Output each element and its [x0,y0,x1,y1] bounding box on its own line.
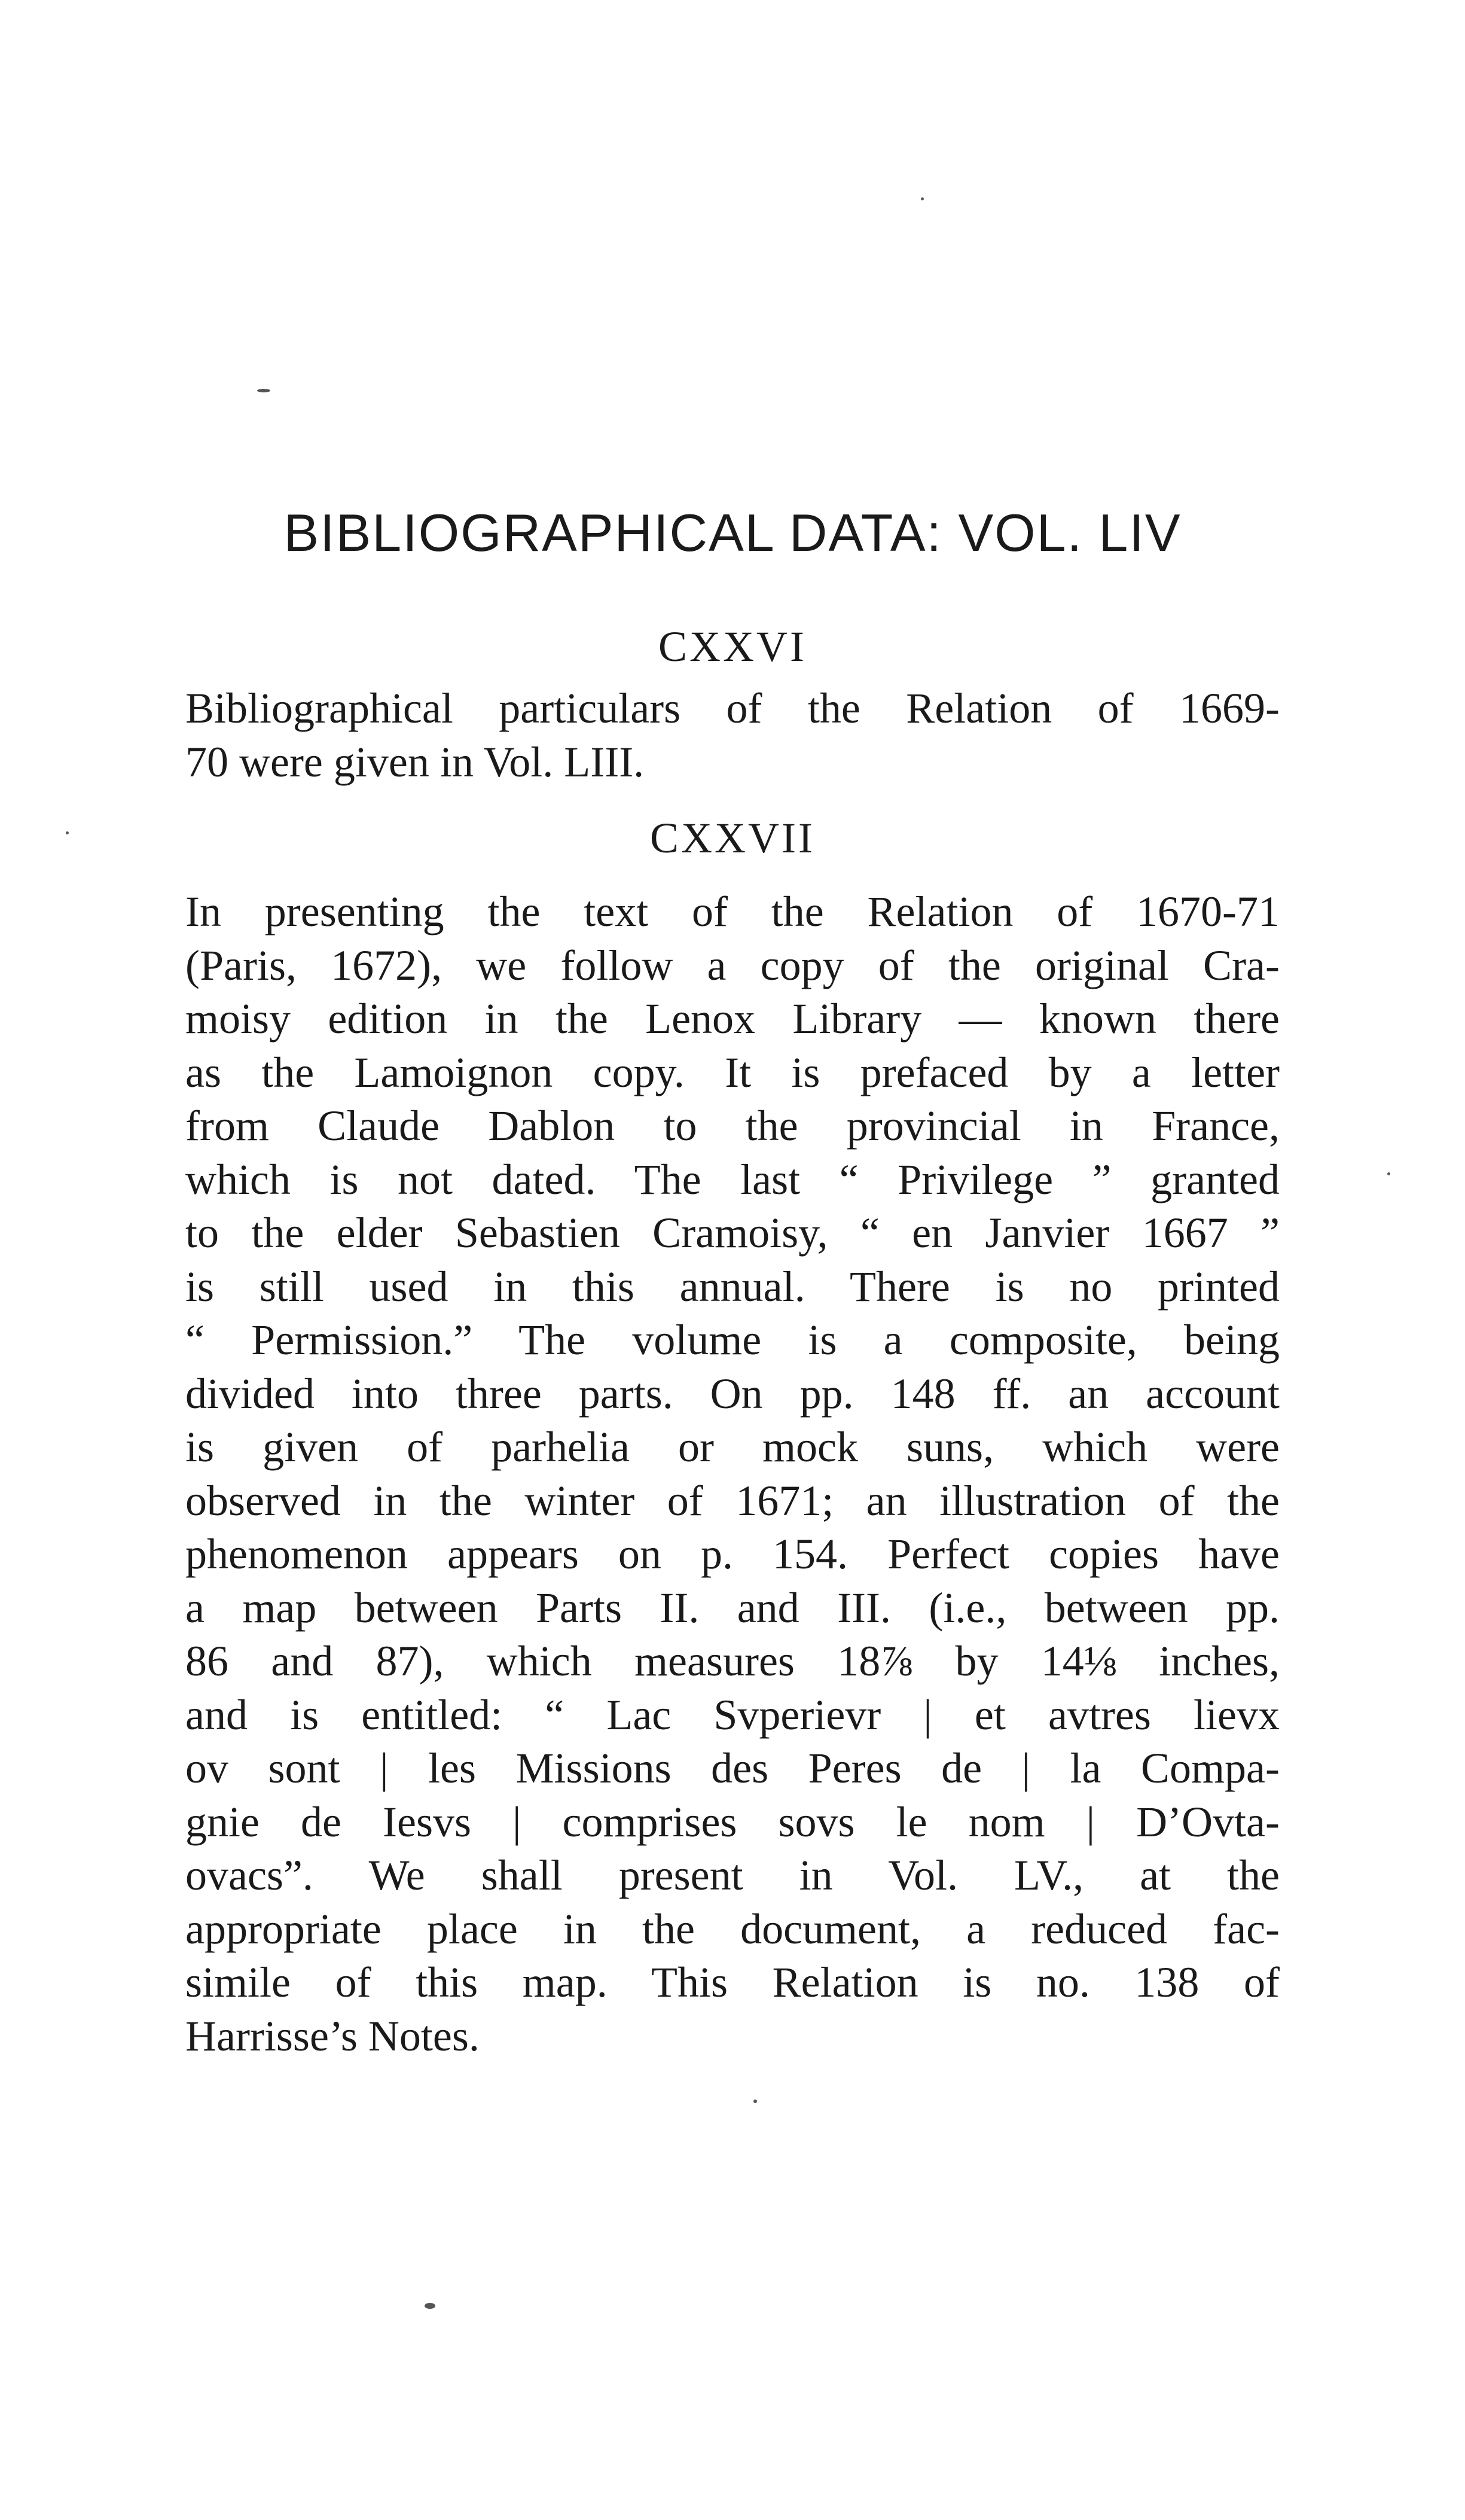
text-line: moisy edition in the Lenox Library — known there [185,995,1280,1043]
text-line: from Claude Dablon to the provincial in France, [185,1102,1280,1150]
text-line: appropriate place in the document, a reduced fac- [185,1905,1280,1953]
text-line: simile of this map. This Relation is no. 138 of [185,1958,1280,2006]
text-line: divided into three parts. On pp. 148 ff. an account [185,1369,1280,1418]
text-line: Bibliographical particulars of the Relation of 1669- [185,684,1280,732]
text-line: a map between Parts II. and III. (i.e., between pp. [185,1583,1280,1632]
scan-speck [921,197,924,200]
text-line: to the elder Sebastien Cramoisy, “ en Janvier 1667 ” [185,1209,1280,1257]
page-title: BIBLIOGRAPHICAL DATA: VOL. LIV [283,503,1182,562]
section-paragraph-cxxvi [185,682,1280,789]
text-line: In presenting the text of the Relation of 1670-71 [185,888,1280,936]
scan-speck [753,2100,757,2103]
section-heading-cxxvi: CXXVI [658,623,807,671]
scan-speck [66,831,69,834]
scan-speck [1387,1172,1390,1175]
text-line: 86 and 87), which measures 18⅞ by 14⅛ inches, [185,1637,1280,1685]
text-line: phenomenon appears on p. 154. Perfect copies have [185,1530,1280,1578]
text-line: Harrisse’s Notes. [185,2012,480,2060]
text-line: ov sont | les Missions des Peres de | la Compa- [185,1744,1280,1792]
scan-speck [425,2303,435,2309]
text-line: is given of parhelia or mock suns, which were [185,1423,1280,1471]
section-paragraph-cxxvii [185,885,1280,2063]
text-line: which is not dated. The last “ Privilege ” granted [185,1155,1280,1203]
text-line: (Paris, 1672), we follow a copy of the original Cra- [185,941,1280,989]
scan-speck [257,389,270,392]
text-line: is still used in this annual. There is no printed [185,1262,1280,1311]
text-line: gnie de Iesvs | comprises sovs le nom | D’Ovta- [185,1797,1280,1846]
text-line: ovacs”. We shall present in Vol. LV., at the [185,1851,1280,1899]
text-line: observed in the winter of 1671; an illustration of the [185,1476,1280,1525]
text-line: as the Lamoignon copy. It is prefaced by a letter [185,1048,1280,1096]
section-heading-cxxvii: CXXVII [650,814,815,862]
text-line: and is entitled: “ Lac Svperievr | et avtres lievx [185,1690,1280,1739]
text-line: “ Permission.” The volume is a composite, being [185,1316,1280,1364]
text-line: 70 were given in Vol. LIII. [185,738,645,786]
